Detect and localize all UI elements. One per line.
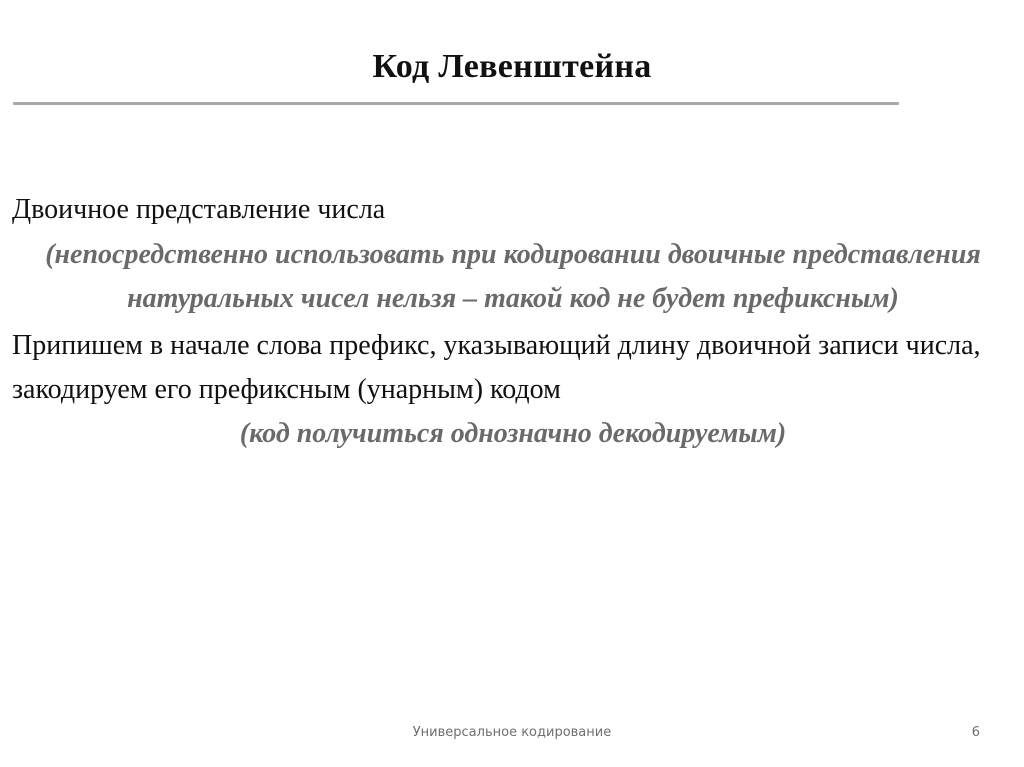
body-note-not-prefix: (непосредственно использовать при кодировании двоичные представления натуральных чисел нельзя – такой код не будет префиксным)	[45, 239, 981, 314]
body-line-prefix-description: Припишем в начале слова префикс, указывающий длину двоичной записи числа, закодируем его префиксным (унарным) кодом	[12, 330, 981, 405]
body-note-uniquely-decodable: (код получиться однозначно декодируемым)	[239, 418, 787, 449]
footer-caption: Универсальное кодирование	[412, 725, 612, 740]
slide-body	[12, 188, 1014, 456]
slide-title: Код Левенштейна	[372, 48, 652, 85]
body-line-binary-representation: Двоичное представление числа	[12, 194, 386, 225]
page-number: 6	[971, 725, 980, 740]
title-divider	[13, 102, 899, 105]
